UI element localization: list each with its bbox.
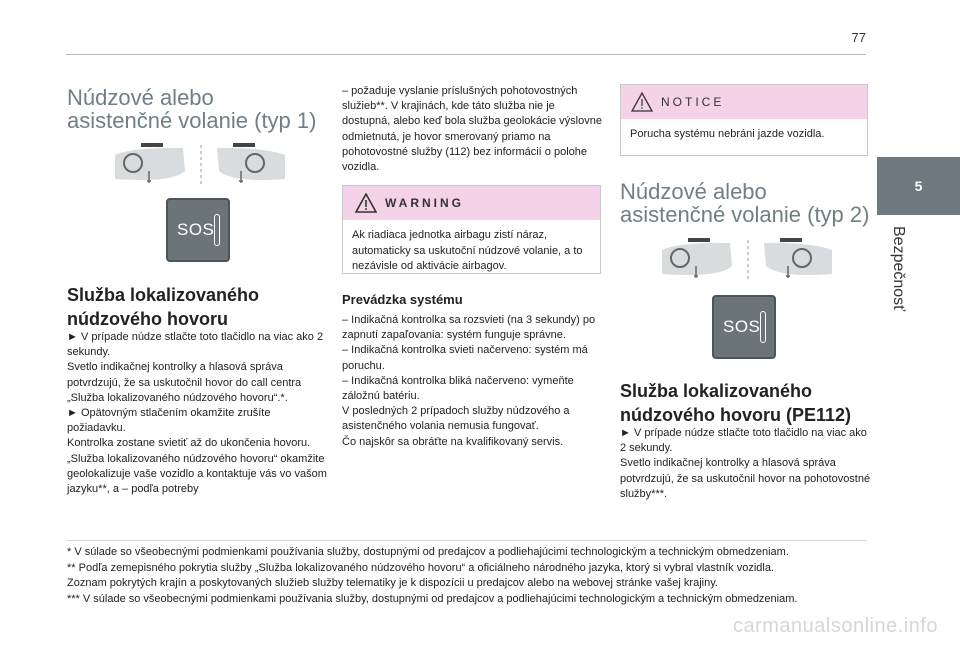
col3-heading: Núdzové alebo asistenčné volanie (typ 2) bbox=[620, 179, 870, 227]
footnote-rule bbox=[67, 540, 867, 541]
operation-heading: Prevádzka systému bbox=[342, 292, 463, 307]
warning-title: WARNING bbox=[385, 196, 464, 210]
top-rule bbox=[66, 54, 866, 55]
operation-line: Čo najskôr sa obráťte na kvalifikovaný servis. bbox=[342, 435, 564, 448]
warning-text: Ak riadiaca jednotka airbagu zistí náraz, automaticky sa uskutoční núdzové volanie, a to nezávisle od aktivácie airbagov. bbox=[352, 229, 583, 272]
chapter-label: Bezpečnosť bbox=[890, 226, 907, 312]
sos-label: SOS bbox=[723, 317, 761, 336]
operation-line: – Indikačná kontrolka svieti načerveno: systém má poruchu. bbox=[342, 344, 588, 372]
col3-body bbox=[620, 426, 872, 502]
paragraph: Svetlo indikačnej kontrolky a hlasová správa potvrdzujú, že sa uskutočnil hovor na pohotovostné služby***. bbox=[620, 457, 871, 500]
notice-box bbox=[620, 84, 868, 156]
notice-header bbox=[621, 85, 867, 119]
paragraph: ► V prípade núdze stlačte toto tlačidlo na viac ako 2 sekundy. bbox=[620, 427, 867, 455]
operation-line: – Indikačná kontrolka sa rozsvieti (na 3 sekundy) po zapnutí zapaľovania: systém funguje správne. bbox=[342, 314, 596, 342]
dashboard-illustration-2 bbox=[660, 236, 836, 284]
paragraph: Kontrolka zostane svietiť až do ukončenia hovoru. bbox=[67, 437, 311, 450]
paragraph: Svetlo indikačnej kontrolky a hlasová správa potvrdzujú, že sa uskutočnil hovor do call centra „Služba lokalizovaného núdzového hovoru“.*. bbox=[67, 361, 302, 404]
footnote: Zoznam pokrytých krajín a poskytovaných služieb služby telematiky je k dispozícii u predajcov alebo na webovej stránke vašej krajiny. bbox=[67, 577, 718, 590]
footnote: * V súlade so všeobecnými podmienkami používania služby, dostupnými od predajcov a podliehajúcimi technologickým a technickým obmedzeniam. bbox=[67, 546, 789, 558]
warning-box bbox=[342, 185, 601, 274]
footnote: *** V súlade so všeobecnými podmienkami používania služby, dostupnými od predajcov a podliehajúcimi technologickým a technickým obmedzeniam. bbox=[67, 592, 798, 605]
sos-indicator-icon bbox=[214, 214, 220, 246]
sos-label: SOS bbox=[177, 220, 215, 239]
operation-line: – Indikačná kontrolka bliká načerveno: vymeňte záložnú batériu. bbox=[342, 374, 574, 403]
col3-subheading: Služba lokalizovaného núdzového hovoru (PE112) bbox=[620, 381, 852, 425]
col1-subheading: Služba lokalizovaného núdzového hovoru bbox=[67, 285, 260, 329]
notice-text: Porucha systému nebráni jazde vozidla. bbox=[630, 128, 825, 140]
watermark: carmanualsonline.info bbox=[732, 615, 938, 637]
footnotes bbox=[67, 545, 867, 607]
paragraph: „Služba lokalizovaného núdzového hovoru“ okamžite geolokalizuje vaše vozidlo a kontaktuje vás vo vašom jazyku**, a – podľa potreby bbox=[67, 452, 327, 496]
dashboard-illustration-1 bbox=[113, 141, 289, 189]
footnote: ** Podľa zemepisného pokrytia služby „Služba lokalizovaného núdzového hovoru“ a oficiálneho národného jazyka, ktorý si vybral vlastník vozidla. bbox=[67, 561, 774, 574]
chapter-tab[interactable] bbox=[877, 157, 960, 215]
page-number: 77 bbox=[851, 30, 866, 45]
operation-line: V posledných 2 prípadoch služby núdzového a asistenčného volania nemusia fungovať. bbox=[342, 405, 570, 433]
sos-button-illustration-1 bbox=[166, 198, 230, 262]
sos-indicator-icon bbox=[760, 311, 766, 343]
paragraph: ► V prípade núdze stlačte toto tlačidlo na viac ako 2 sekundy. bbox=[67, 331, 324, 359]
col1-body bbox=[67, 330, 329, 497]
col2-intro: – požaduje vyslanie príslušných pohotovostných služieb**. V krajinách, kde táto služba nie je dostupná, alebo keď bola služba geolokácie výslovne odmietnutá, je hovor smerovaný priamo na pohotovostné služby (112) bez informácií o polohe vozidla. bbox=[342, 85, 602, 174]
chapter-number: 5 bbox=[914, 178, 923, 194]
notice-title: NOTICE bbox=[661, 95, 725, 109]
operation-body bbox=[342, 313, 604, 450]
warning-icon bbox=[355, 193, 377, 213]
notice-icon bbox=[631, 92, 653, 112]
col1-heading: Núdzové alebo asistenčné volanie (typ 1) bbox=[67, 85, 317, 133]
sos-button-illustration-2 bbox=[712, 295, 776, 359]
paragraph: ► Opätovným stlačením okamžite zrušíte požiadavku. bbox=[67, 407, 271, 435]
warning-header bbox=[343, 186, 600, 220]
